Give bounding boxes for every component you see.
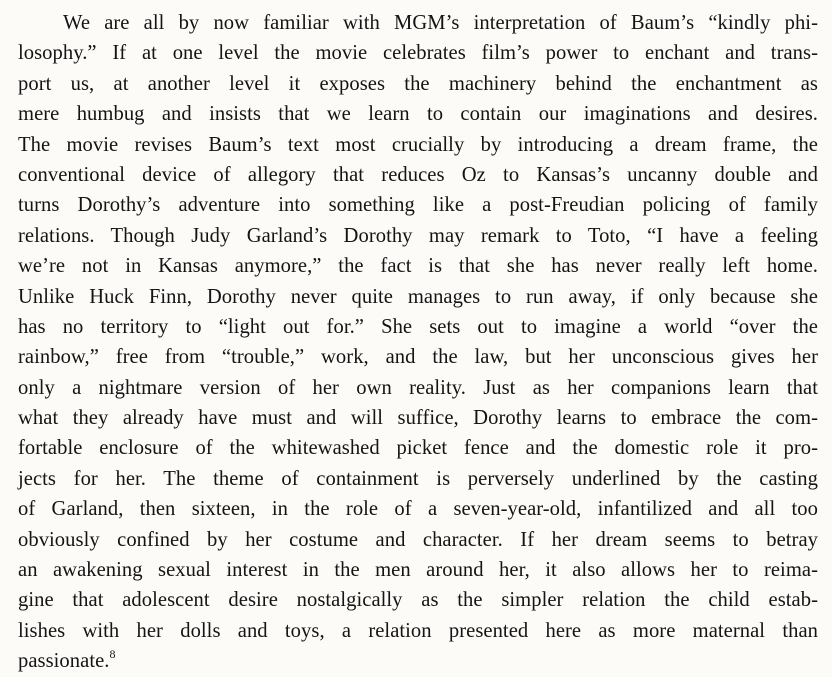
text-line: mere humbug and insists that we learn to contain our imaginations and desires. [18,103,818,126]
text-line: relations. Though Judy Garland’s Dorothy may remark to Toto, “I have a feeling [18,224,818,247]
text-line: obviously confined by her costume and character. If her dream seems to betray [18,528,818,551]
text-line: only a nightmare version of her own reality. Just as her companions learn that [18,376,818,399]
text-line: rainbow,” free from “trouble,” work, and the law, but her unconscious gives her [18,346,818,369]
text-line: an awakening sexual interest in the men around her, it also allows her to reima- [18,559,818,582]
text-line: has no territory to “light out for.” She sets out to imagine a world “over the [18,315,818,338]
text-line: port us, at another level it exposes the machinery behind the enchantment as [18,72,818,95]
body-paragraph [18,8,818,677]
text-line: fortable enclosure of the whitewashed picket fence and the domestic role it pro- [18,437,818,460]
text-line: losophy.” If at one level the movie celebrates film’s power to enchant and trans- [18,42,818,65]
text-line-last [18,646,818,676]
text-line: Unlike Huck Finn, Dorothy never quite manages to run away, if only because she [18,285,818,308]
text-line-content: passionate. [18,650,110,673]
text-line: conventional device of allegory that reduces Oz to Kansas’s uncanny double and [18,163,818,186]
text-line: turns Dorothy’s adventure into something like a post-Freudian policing of family [18,194,818,217]
text-line: We are all by now familiar with MGM’s interpretation of Baum’s “kindly phi- [63,12,818,34]
text-line: jects for her. The theme of containment is perversely underlined by the casting [18,467,818,490]
text-line: gine that adolescent desire nostalgically as the simpler relation the child estab- [18,589,818,612]
text-line: what they already have must and will suffice, Dorothy learns to embrace the com- [18,407,818,430]
text-line: we’re not in Kansas anymore,” the fact is that she has never really left home. [18,255,818,278]
text-line: The movie revises Baum’s text most crucially by introducing a dream frame, the [18,133,818,156]
footnote-marker: 8 [109,647,116,662]
text-line: of Garland, then sixteen, in the role of a seven-year-old, infantilized and all too [18,498,818,521]
text-line: lishes with her dolls and toys, a relation presented here as more maternal than [18,619,818,642]
